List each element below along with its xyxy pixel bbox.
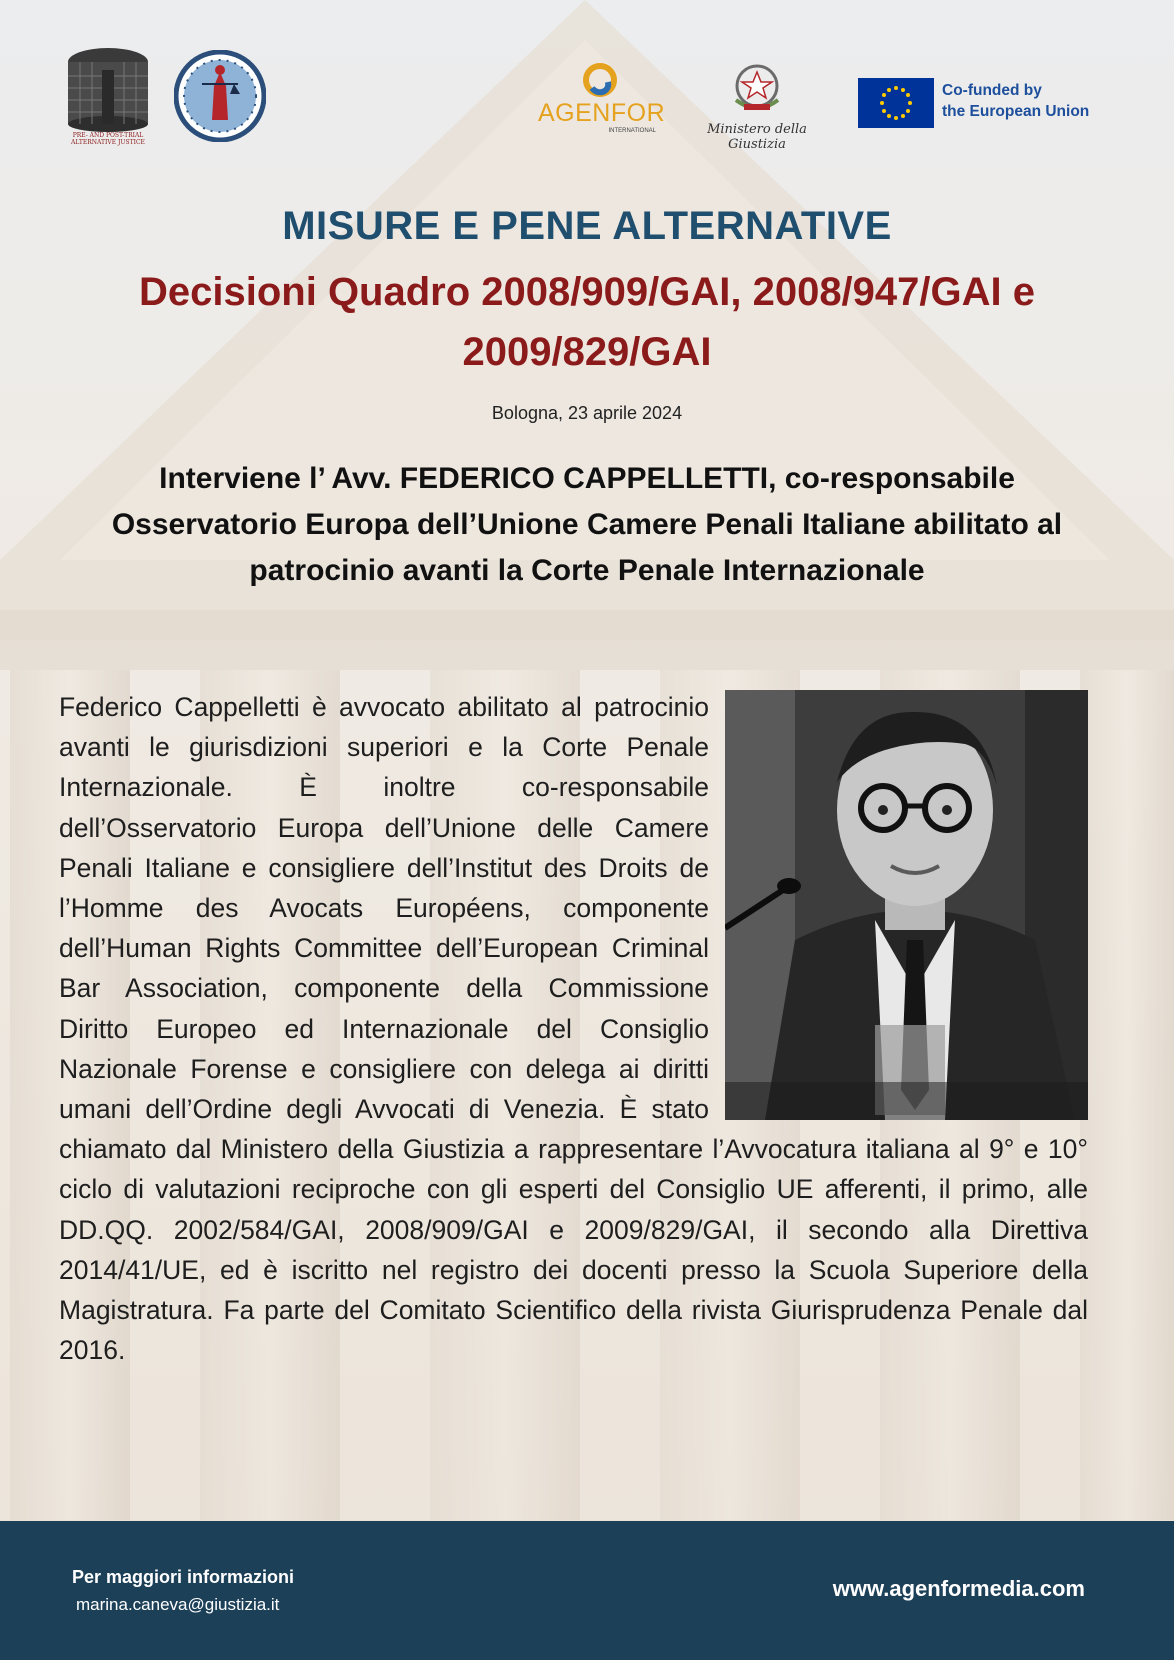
footer-email-link[interactable]: marina.caneva@giustizia.it	[76, 1595, 280, 1614]
footer-website-link[interactable]: www.agenformedia.com	[832, 1576, 1085, 1601]
page-title: MISURE E PENE ALTERNATIVE	[282, 204, 892, 248]
justice-seal-icon	[174, 50, 266, 142]
agenfor-subtitle: INTERNATIONAL	[608, 128, 656, 134]
speaker-photo	[725, 690, 1088, 1120]
ministry-logo	[686, 60, 828, 152]
bio-section	[59, 687, 1088, 1370]
eu-text-line1: Co-funded by	[942, 82, 1042, 99]
bio-text: Federico Cappelletti è avvocato abilitato al patrocinio avanti le giurisdizioni superiori e la Corte Penale Internazionale. È inoltre co-responsabile dell’Osservatorio Europa dell’Unione delle Camere Penali Italiane e consigliere dell’Institut des Droits de l’Homme des Avocats Européens, componente dell’Human Rights Committee dell’European Criminal Bar Association, componente della Commissione Diritto Europeo ed Internazionale del Consiglio Nazionale Forense e consigliere con delega ai diritti umani dell’Ordine degli Avvocati di Venezia. È stato chiamato dal Ministero della Giustizia a rappresentare l’Avvocatura italiana al 9° e 10° ciclo di valutazioni reciproche con gli esperti del Consiglio UE afferenti, il primo, alle DD.QQ. 2002/584/GAI, 2008/909/GAI e 2009/829/GAI, il secondo alla Direttiva 2014/41/UE, ed è iscritto nel registro dei docenti presso la Scuola Superiore della Magistratura. Fa parte del Comitato Scientifico della rivista Giurisprudenza Penale dal 2016.	[59, 692, 1088, 1366]
justice-seal-logo	[174, 50, 266, 142]
eu-flag-icon	[858, 78, 934, 128]
pptaj-caption: PRE- AND POST-TRIAL ALTERNATIVE JUSTICE	[71, 132, 145, 146]
pptaj-logo	[58, 40, 158, 150]
page-subtitle: Decisioni Quadro 2008/909/GAI, 2008/947/GAI e 2009/829/GAI	[139, 270, 1035, 374]
eu-text-line2: the European Union	[942, 103, 1090, 120]
agenfor-name: AGENFOR	[538, 99, 666, 127]
eu-cofunded-logo	[858, 78, 1108, 128]
speaker-intro: Interviene l’ Avv. FEDERICO CAPPELLETTI, co-responsabile Osservatorio Europa dell’Unione Camere Penali Italiane abilitato al patrocinio avanti la Corte Penale Internazionale	[111, 462, 1063, 587]
portrait-image	[725, 690, 1088, 1120]
footer	[0, 1521, 1174, 1660]
agenfor-swirl-icon	[536, 62, 662, 102]
panopticon-icon	[58, 40, 158, 132]
ministry-name: Ministero della Giustizia	[707, 122, 807, 152]
italian-emblem-icon	[686, 60, 828, 120]
event-date: Bologna, 23 aprile 2024	[491, 403, 683, 423]
agenfor-logo	[536, 62, 666, 138]
footer-info-label: Per maggiori informazioni	[72, 1567, 295, 1587]
